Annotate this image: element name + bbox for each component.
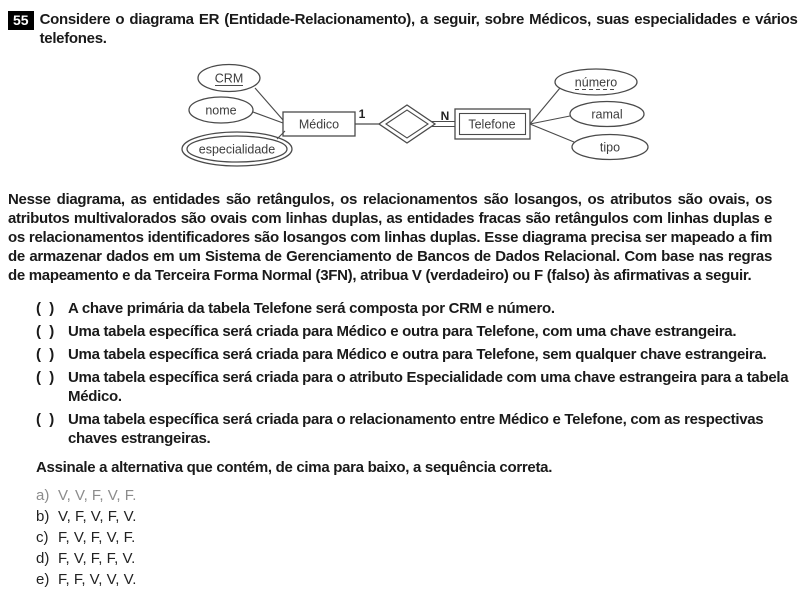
option-letter: b)	[36, 508, 50, 525]
statements-list	[8, 299, 800, 448]
statement-row	[8, 410, 800, 448]
er-diagram	[8, 58, 800, 178]
attribute-label-especialidade: especialidade	[198, 142, 276, 157]
statement-row	[8, 322, 800, 341]
paren-open: (	[36, 346, 41, 363]
paren-close: )	[49, 300, 54, 317]
answer-blank	[8, 368, 54, 406]
answer-blank	[8, 299, 54, 318]
statement-row	[8, 299, 800, 318]
option-letter: d)	[36, 550, 50, 567]
paren-close: )	[49, 411, 54, 428]
option-d	[36, 548, 800, 569]
attribute-label-nome: nome	[205, 103, 237, 118]
attribute-label-numero: número	[574, 75, 618, 90]
statement-row	[8, 368, 800, 406]
option-e	[36, 569, 800, 590]
statement-text: Uma tabela específica será criada para Médico e outra para Telefone, com uma chave estrangeira.	[68, 323, 737, 340]
explanation-paragraph: Nesse diagrama, as entidades são retângulos, os relacionamentos são losangos, os atributos são ovais, os atributos multivalorados são ovais com linhas duplas, as entidades fracas são retângulos com linhas duplas e os relacionamentos identificadores são losangos com linhas duplas. Esse diagrama precisa ser mapeado a fim de armazenar dados em um Sistema de Gerenciamento de Bancos de Dados Relacional. Com base nas regras de mapeamento e da Terceira Forma Normal (3FN), atribua V (verdadeiro) ou F (falso) às afirmativas a seguir.	[8, 191, 772, 284]
option-value: V, V, F, V, F.	[58, 487, 137, 504]
statement-row	[8, 345, 800, 364]
paren-open: (	[36, 323, 41, 340]
paren-close: )	[49, 369, 54, 386]
closing-instruction: Assinale a alternativa que contém, de cima para baixo, a sequência correta.	[36, 459, 553, 476]
option-letter: c)	[36, 529, 49, 546]
statement-text: Uma tabela específica será criada para Médico e outra para Telefone, sem qualquer chave estrangeira.	[68, 346, 767, 363]
option-value: F, V, F, F, V.	[58, 550, 136, 567]
option-value: V, F, V, F, V.	[58, 508, 137, 525]
entity-label-telefone: Telefone	[468, 117, 516, 132]
paren-open: (	[36, 369, 41, 386]
statement-text: A chave primária da tabela Telefone será composta por CRM e número.	[68, 300, 555, 317]
attribute-label-crm: CRM	[214, 71, 244, 86]
question-intro-text: Considere o diagrama ER (Entidade-Relacionamento), a seguir, sobre Médicos, suas especialidades e vários telefones.	[39, 11, 798, 47]
line-crm-medico	[255, 88, 283, 120]
answer-blank	[8, 322, 54, 341]
cardinality-one-label: 1	[358, 107, 366, 121]
answer-blank	[8, 410, 54, 448]
option-letter: a)	[36, 487, 50, 504]
option-value: F, V, F, V, F.	[58, 529, 136, 546]
answer-options	[8, 485, 800, 590]
paren-close: )	[49, 346, 54, 363]
option-b	[36, 506, 800, 527]
paren-close: )	[49, 323, 54, 340]
er-diagram-svg	[170, 58, 670, 178]
paren-open: (	[36, 300, 41, 317]
cardinality-n-label: N	[440, 109, 450, 123]
option-letter: e)	[36, 571, 50, 588]
line-telefone-tipo	[530, 124, 574, 142]
option-value: F, F, V, V, V.	[58, 571, 137, 588]
option-a	[36, 485, 800, 506]
entity-label-medico: Médico	[298, 117, 340, 132]
line-nome-medico	[253, 112, 283, 123]
relationship-diamond-outer	[379, 105, 435, 143]
question-header	[8, 10, 800, 48]
attribute-label-tipo: tipo	[599, 140, 621, 155]
statement-text: Uma tabela específica será criada para o atributo Especialidade com uma chave estrangeira para a tabela Médico.	[68, 369, 789, 405]
statement-text: Uma tabela específica será criada para o relacionamento entre Médico e Telefone, com as respectivas chaves estrangeiras.	[68, 411, 764, 447]
answer-blank	[8, 345, 54, 364]
question-number-badge: 55	[8, 11, 34, 30]
option-c	[36, 527, 800, 548]
paren-open: (	[36, 411, 41, 428]
attribute-label-ramal: ramal	[591, 107, 623, 122]
